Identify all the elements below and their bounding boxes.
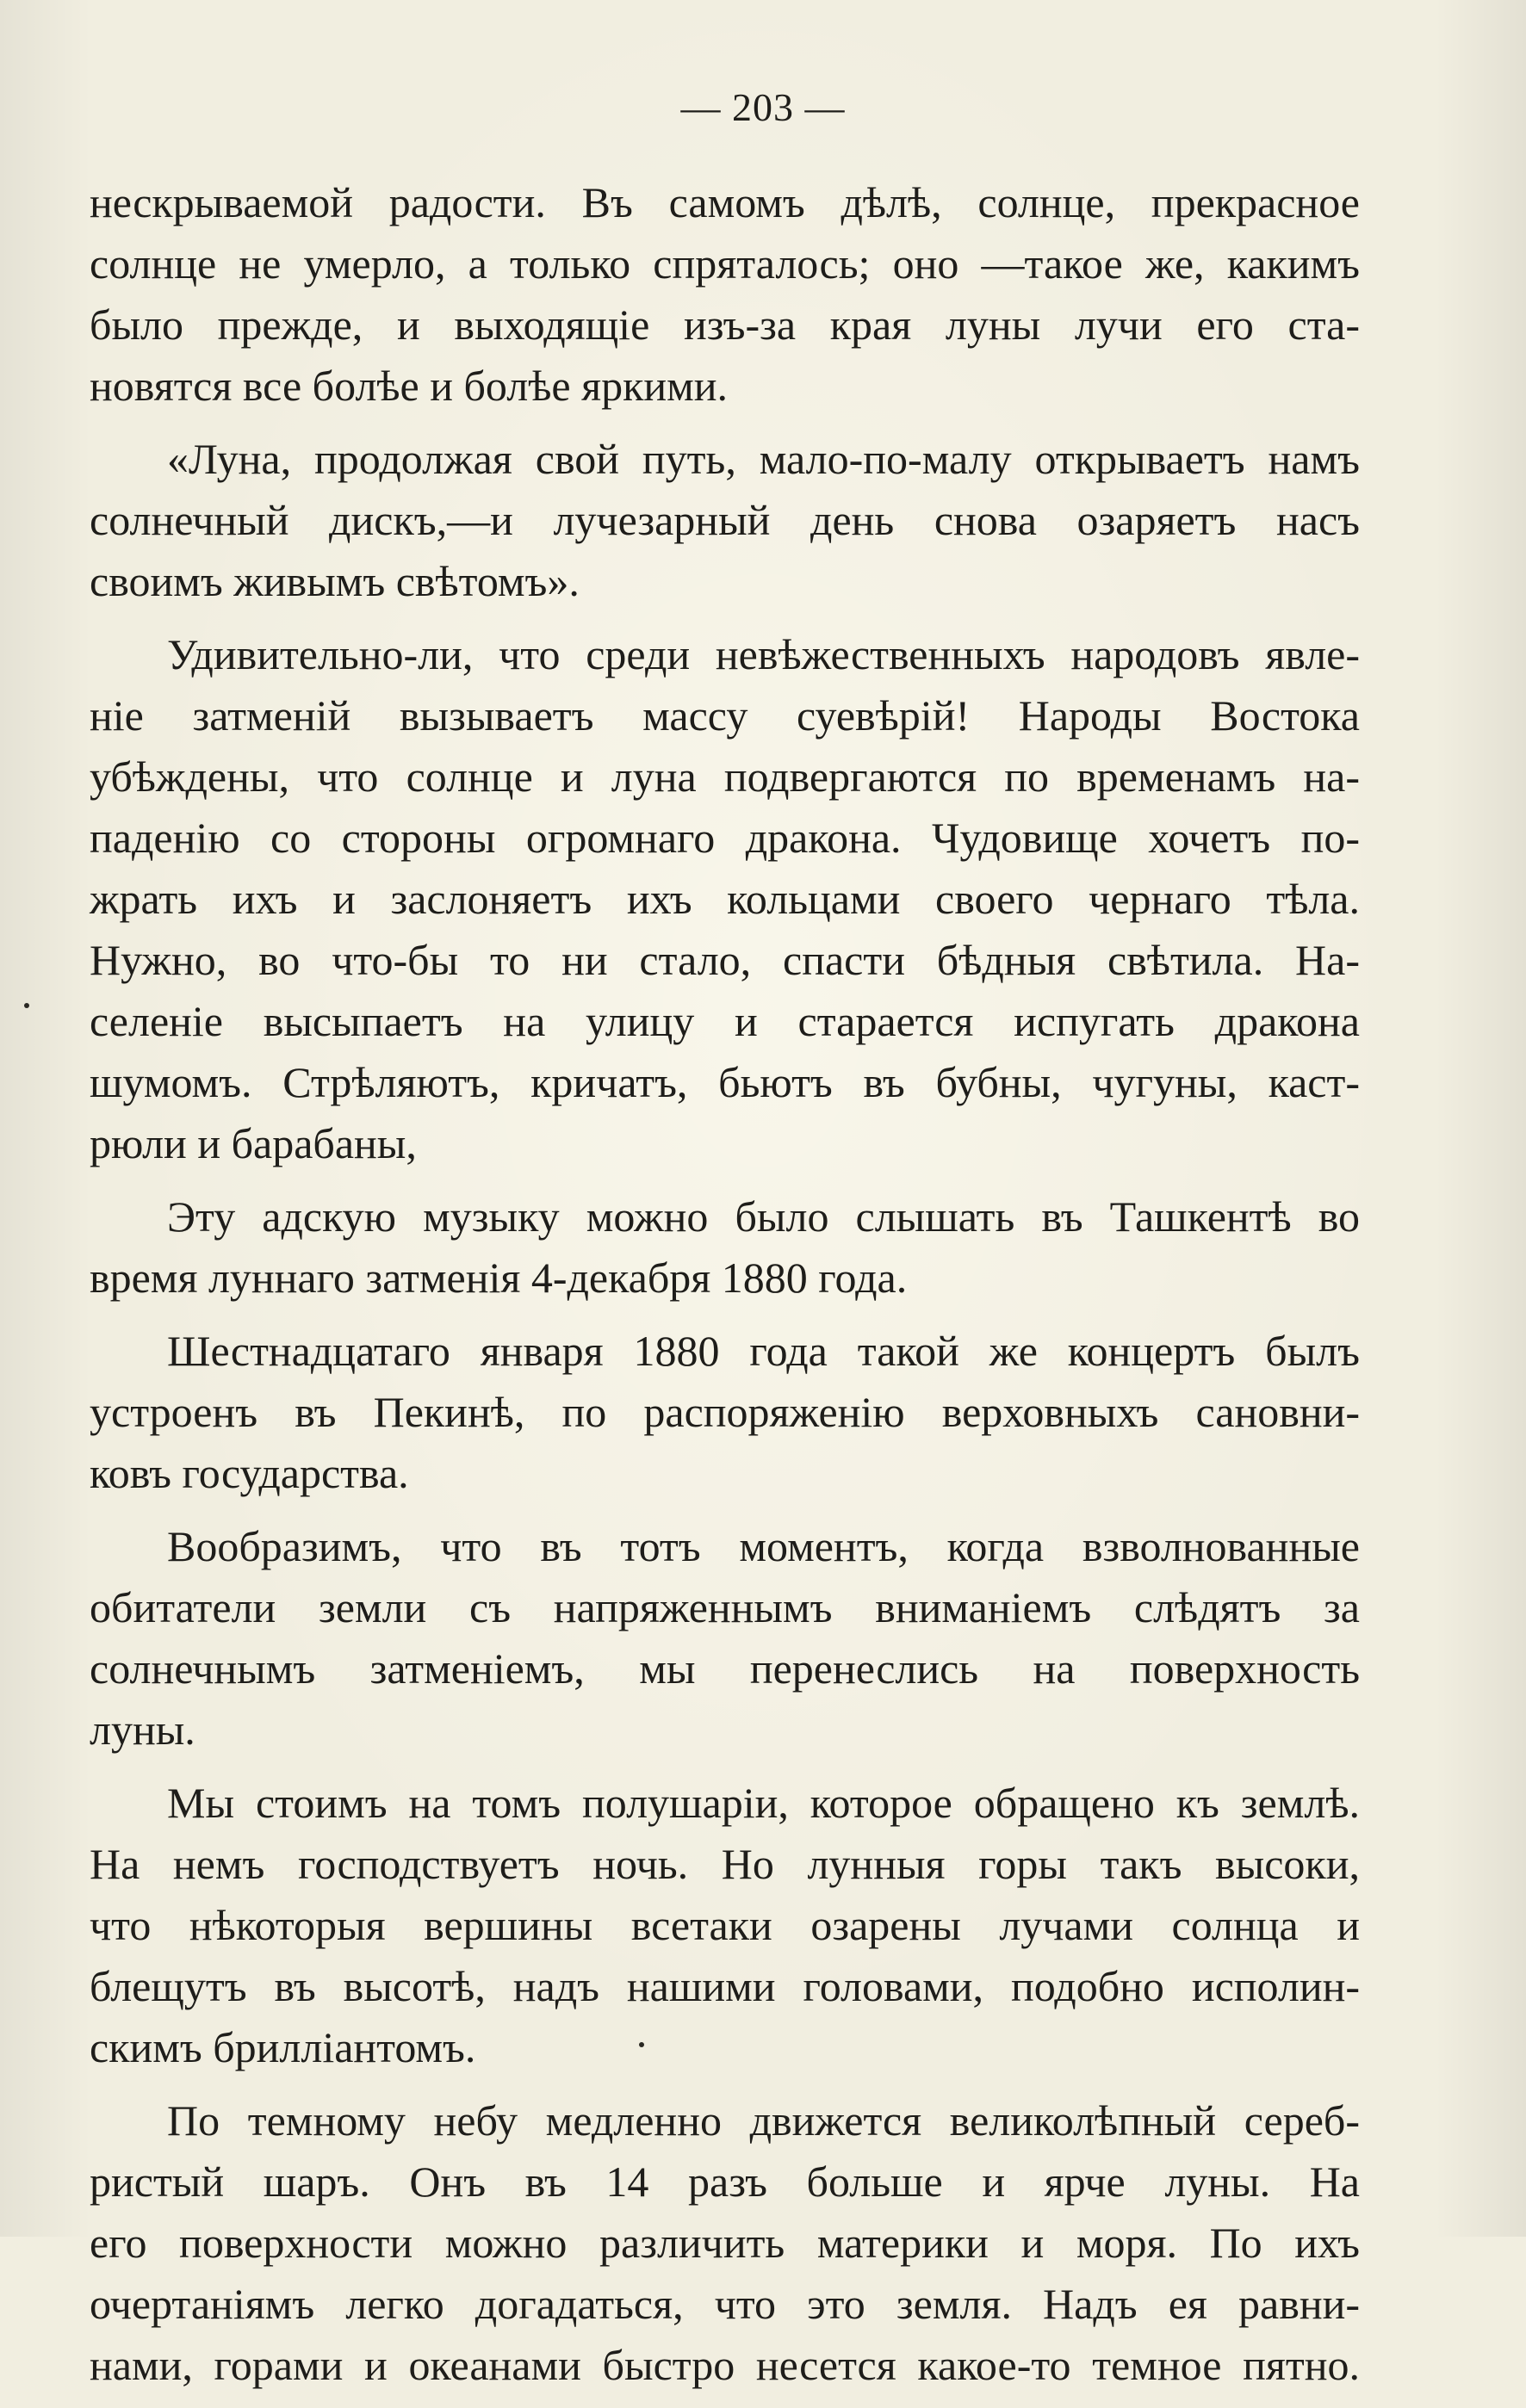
text-line: рюли и барабаны,	[90, 1119, 417, 1167]
text-line: устроенъ въ Пекинѣ, по распоряженію верховныхъ сановни-	[90, 1388, 1360, 1436]
text-line: селеніе высыпаетъ на улицу и старается испугать дракона	[90, 997, 1360, 1045]
paragraph	[90, 624, 1360, 1174]
text-line: жрать ихъ и заслоняетъ ихъ кольцами своего чернаго тѣла.	[90, 875, 1360, 923]
page-number: — 203 —	[680, 85, 846, 129]
text-line: что нѣкоторыя вершины всетаки озарены лучами солнца и	[90, 1901, 1360, 1949]
text-line: солнце не умерло, а только спряталось; оно —такое же, какимъ	[90, 239, 1360, 288]
text-line: очертаніямъ легко догадаться, что это земля. Надъ ея равни-	[90, 2280, 1360, 2328]
text-line: По темному небу медленно движется великолѣпный сереб-	[167, 2096, 1360, 2145]
text-line: солнечный дискъ,—и лучезарный день снова озаряетъ насъ	[90, 496, 1360, 544]
ink-speck	[639, 2042, 644, 2047]
text-line: шумомъ. Стрѣляютъ, кричатъ, бьютъ въ бубны, чугуны, каст-	[90, 1058, 1360, 1106]
paragraph	[90, 1186, 1360, 1309]
text-line: солнечнымъ затменіемъ, мы перенеслись на поверхность	[90, 1644, 1360, 1693]
ink-speck	[24, 1003, 29, 1008]
paragraph	[90, 172, 1360, 417]
text-line: его поверхности можно различить материки и моря. По ихъ	[90, 2219, 1360, 2267]
paragraph	[90, 429, 1360, 612]
text-line: Вообразимъ, что въ тотъ моментъ, когда взволнованные	[167, 1522, 1360, 1570]
text-line: новятся все болѣе и болѣе яркими.	[90, 362, 729, 410]
paragraph	[90, 1773, 1360, 2078]
paragraph	[90, 1516, 1360, 1761]
text-line: Нужно, во что-бы то ни стало, спасти бѣдныя свѣтила. На-	[90, 936, 1360, 984]
text-line: нами, горами и океанами быстро несется какое-то темное пятно.	[90, 2341, 1360, 2389]
text-line: обитатели земли съ напряженнымъ вниманіемъ слѣдятъ за	[90, 1583, 1360, 1631]
text-line: убѣждены, что солнце и луна подвергаются по временамъ на-	[90, 752, 1360, 801]
body-text	[90, 172, 1360, 2408]
paragraph	[90, 1321, 1360, 1504]
text-line: Шестнадцатаго января 1880 года такой же концертъ былъ	[167, 1327, 1360, 1375]
text-line: своимъ живымъ свѣтомъ».	[90, 557, 580, 605]
text-line: Мы стоимъ на томъ полушаріи, которое обращено къ землѣ.	[167, 1779, 1360, 1827]
paragraph	[90, 2090, 1360, 2396]
text-line: паденію со стороны огромнаго дракона. Чудовище хочетъ по-	[90, 814, 1360, 862]
text-line: «Луна, продолжая свой путь, мало-по-малу открываетъ намъ	[167, 435, 1360, 483]
text-line: скимъ брилліантомъ.	[90, 2023, 476, 2071]
text-line: ристый шаръ. Онъ въ 14 разъ больше и ярче луны. На	[90, 2157, 1360, 2206]
text-line: Удивительно-ли, что среди невѣжественныхъ народовъ явле-	[167, 630, 1360, 678]
text-line: время луннаго затменія 4-декабря 1880 года.	[90, 1254, 908, 1302]
text-line: ковъ государства.	[90, 1449, 409, 1497]
text-line: ніе затменій вызываетъ массу суевѣрій! Народы Востока	[90, 691, 1360, 740]
text-line: луны.	[90, 1705, 195, 1754]
text-line: было прежде, и выходящіе изъ-за края луны лучи его ста-	[90, 300, 1360, 349]
text-line: На немъ господствуетъ ночь. Но лунныя горы такъ высоки,	[90, 1840, 1360, 1888]
text-line: Эту адскую музыку можно было слышать въ Ташкентѣ во	[167, 1192, 1360, 1241]
text-line: блещутъ въ высотѣ, надъ нашими головами, подобно исполин-	[90, 1962, 1360, 2010]
text-line: нескрываемой радости. Въ самомъ дѣлѣ, солнце, прекрасное	[90, 178, 1360, 226]
